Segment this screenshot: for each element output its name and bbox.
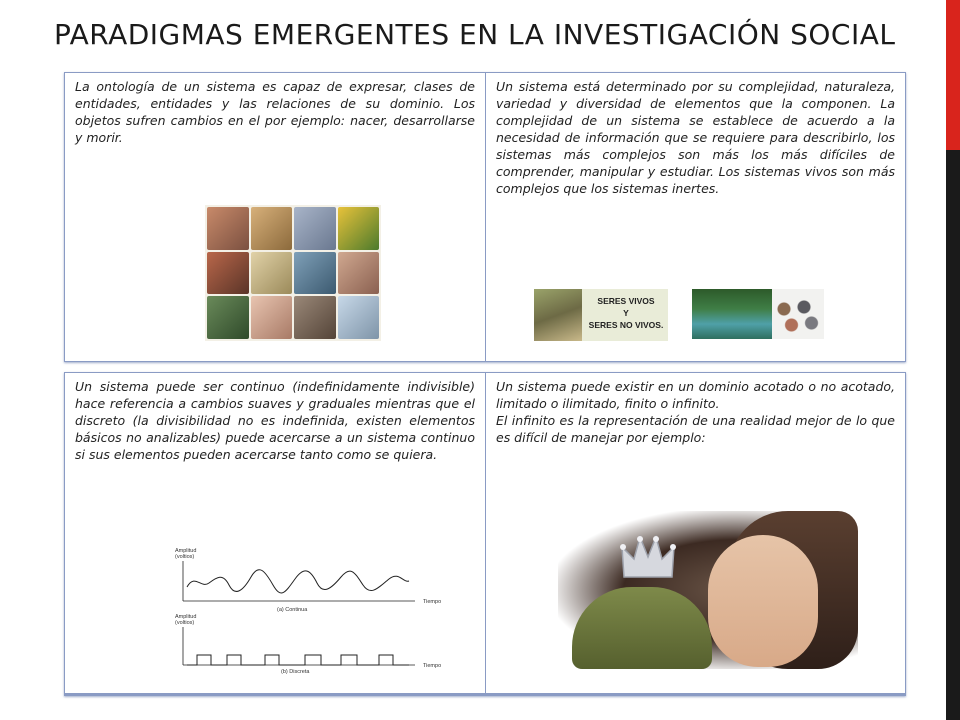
seres-line-3: SERES NO VIVOS. [588,320,664,330]
face-shape [708,535,818,667]
frog-shape [572,587,712,669]
cell-ontologia [65,73,485,361]
seres-line-1: SERES VIVOS [597,296,655,306]
seres-line-2: Y [623,308,629,318]
accent-bar-red [946,0,960,150]
crown-icon [620,533,676,581]
y-label-top-2: (voltios) [175,554,195,560]
animal-photo [534,289,582,341]
slide-title: PARADIGMAS EMERGENTES EN LA INVESTIGACIÓN SOCIAL [54,18,896,51]
waterfall-photo [692,289,772,339]
table-bottom-row [64,372,906,696]
continuous-wave [187,570,409,593]
y-label-top-1: Amplitud [175,548,197,554]
dominio-text-2: El infinito es la representación de una realidad mejor de lo que es difícil de manejar por ejemplo: [496,413,895,445]
complejidad-text: Un sistema está determinado por su complejidad, naturaleza, variedad y diversidad de elementos que la componen. La complejidad de un sistema se establece de acuerdo a la necesidad de información que se requiere para describirlo, los sistemas más complejos son más los más difíciles de comprender, manipular y estudiar. Los sistemas vivos son más complejos que los sistemas inertes. [496,79,895,196]
cell-continuo [65,373,485,693]
ontologia-text: La ontología de un sistema es capaz de expresar, clases de entidades, entidades y las relaciones de su dominio. Los objetos sufren cambios en el por ejemplo: nacer, desarrollarse y morir. [75,79,475,145]
cell-dominio [485,373,905,693]
signal-diagram [165,543,455,675]
right-accent-bar [946,0,960,720]
y-label-bottom-2: (voltios) [175,620,195,626]
waterfall-rocks-image [692,289,824,339]
discrete-wave [187,655,409,665]
y-label-bottom-1: Amplitud [175,614,197,620]
cell-complejidad [485,73,905,361]
caption-continua: (a) Continua [277,607,308,613]
table-top-row [64,72,906,362]
x-label-top: Tiempo [423,599,442,605]
x-label-bottom: Tiempo [423,663,442,669]
seres-vivos-caption [586,295,666,331]
frog-kiss-image [558,511,858,669]
dominio-text-1: Un sistema puede existir en un dominio acotado o no acotado, limitado o ilimitado, finito o infinito. [496,379,895,411]
seres-vivos-image [534,289,668,341]
people-collage-image [205,205,381,341]
accent-bar-dark [946,150,960,720]
caption-discreta: (b) Discreta [281,669,310,675]
continuous-discrete-signal-image [165,543,455,675]
continuo-text: Un sistema puede ser continuo (indefinidamente indivisible) hace referencia a cambios suaves y graduales mientras que el discreto (la divisibilidad no es indefinida, existen elementos básicos no analizables) puede acercarse a un sistema continuo si sus elementos pueden acercarse tanto como se quiera. [75,379,475,462]
rocks-photo [774,297,824,337]
